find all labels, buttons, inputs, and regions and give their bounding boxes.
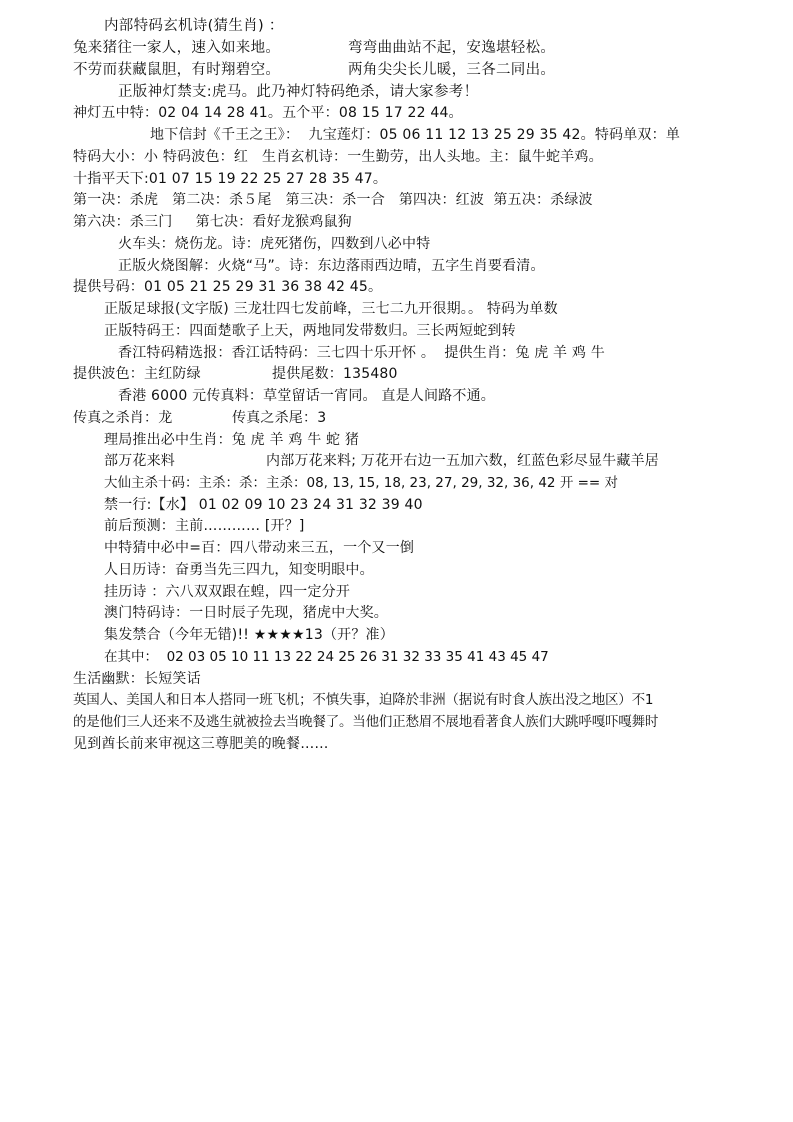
- text-line: 集发禁合（今年无错)!! ★★★★13（开？准）: [104, 627, 394, 643]
- text-line: 第六决：杀三门 第七决：看好龙猴鸡鼠狗: [73, 214, 352, 230]
- text-line: 正版火烧图解：火烧“马”。诗：东边落雨西边晴，五字生肖要看清。: [118, 258, 545, 274]
- text-line: 香港 6000 元传真料：草堂留话一宵同。 直是人间路不通。: [118, 388, 495, 404]
- text-line: 十指平天下:01 07 15 19 22 25 27 28 35 47。: [73, 171, 388, 187]
- text-line: 提供号码：01 05 21 25 29 31 36 38 42 45。: [73, 279, 383, 295]
- text-line: 人日历诗：奋勇当先三四九，知变明眼中。: [104, 562, 374, 578]
- text-line: 弯弯曲曲站不起，安逸堪轻松。: [348, 40, 556, 56]
- text-line: 兔来猪往一家人，速入如来地。: [73, 40, 281, 56]
- text-line: 挂历诗 ：六八双双跟在蝗，四一定分开: [104, 584, 351, 600]
- text-line: 理局推出必中生肖：兔 虎 羊 鸡 牛 蛇 猪: [104, 432, 360, 448]
- text-line: 特码大小：小 特码波色：红 生肖玄机诗：一生勤劳，出人头地。主：鼠牛蛇羊鸡。: [73, 149, 603, 165]
- text-line: 地下信封《千王之王》： 九宝莲灯：05 06 11 12 13 25 29 35 42。特码单双：单: [150, 127, 681, 143]
- text-line: 的是他们三人还来不及逃生就被捡去当晚餐了。当他们正愁眉不展地看著食人族们大跳呼嘎吓嘎舞时: [73, 714, 659, 730]
- text-line: 传真之杀尾：3: [232, 410, 327, 426]
- text-line: 提供波色：主红防绿: [73, 366, 201, 382]
- text-line: 内部万花来料; 万花开右边一五加六数，红蓝色彩尽显牛藏羊居: [266, 453, 659, 469]
- text-line: 在其中： 02 03 05 10 11 13 22 24 25 26 31 32 33 35 41 43 45 47: [104, 649, 549, 665]
- text-line: 英国人、美国人和日本人搭同一班飞机；不慎失事，迫降於非洲（据说有时食人族出没之地区）不1: [73, 692, 654, 708]
- text-line: 见到酋长前来审视这三尊肥美的晚餐……: [73, 736, 329, 752]
- text-line: 大仙主杀十码：主杀：杀：主杀：08, 13, 15, 18, 23, 27, 29, 32, 36, 42 开 == 对: [104, 475, 619, 491]
- text-line: 前后预测：主前………… [开？]: [104, 518, 305, 534]
- text-line: 两角尖尖长儿暖，三各二同出。: [348, 62, 556, 78]
- text-line: 神灯五中特：02 04 14 28 41。五个平：08 15 17 22 44。: [73, 105, 463, 121]
- text-line: 内部特码玄机诗(猜生肖) ：: [104, 18, 284, 34]
- text-line: 不劳而获藏鼠胆，有时翔碧空。: [73, 62, 281, 78]
- text-line: 正版特码王：四面楚歌子上天，两地同发带数归。三长两短蛇到转: [104, 323, 516, 339]
- text-line: 部万花来料: [104, 453, 175, 469]
- text-line: 传真之杀肖：龙: [73, 410, 173, 426]
- text-line: 香江特码精选报：香江话特码：三七四十乐开怀 。 提供生肖：兔 虎 羊 鸡 牛: [118, 345, 605, 361]
- text-line: 第一决：杀虎 第二决：杀５尾 第三决：杀一合 第四决：红波 第五决：杀绿波: [73, 192, 593, 208]
- text-line: 中特猜中必中=百：四八带动来三五，一个又一倒: [104, 540, 415, 556]
- text-line: 提供尾数：135480: [272, 366, 398, 382]
- text-line: 澳门特码诗：一日时辰子先现，猪虎中大奖。: [104, 605, 388, 621]
- text-line: 禁一行:【水】 01 02 09 10 23 24 31 32 39 40: [104, 497, 423, 513]
- text-line: 正版神灯禁支:虎马。此乃神灯特码绝杀，请大家参考！: [118, 84, 479, 100]
- text-line: 生活幽默：长短笑话: [73, 671, 201, 687]
- text-line: 火车头：烧伤龙。诗：虎死猪伤，四数到八必中特: [118, 236, 431, 252]
- text-line: 正版足球报(文字版) 三龙壮四七发前峰，三七二九开很期。。 特码为单数: [104, 301, 558, 317]
